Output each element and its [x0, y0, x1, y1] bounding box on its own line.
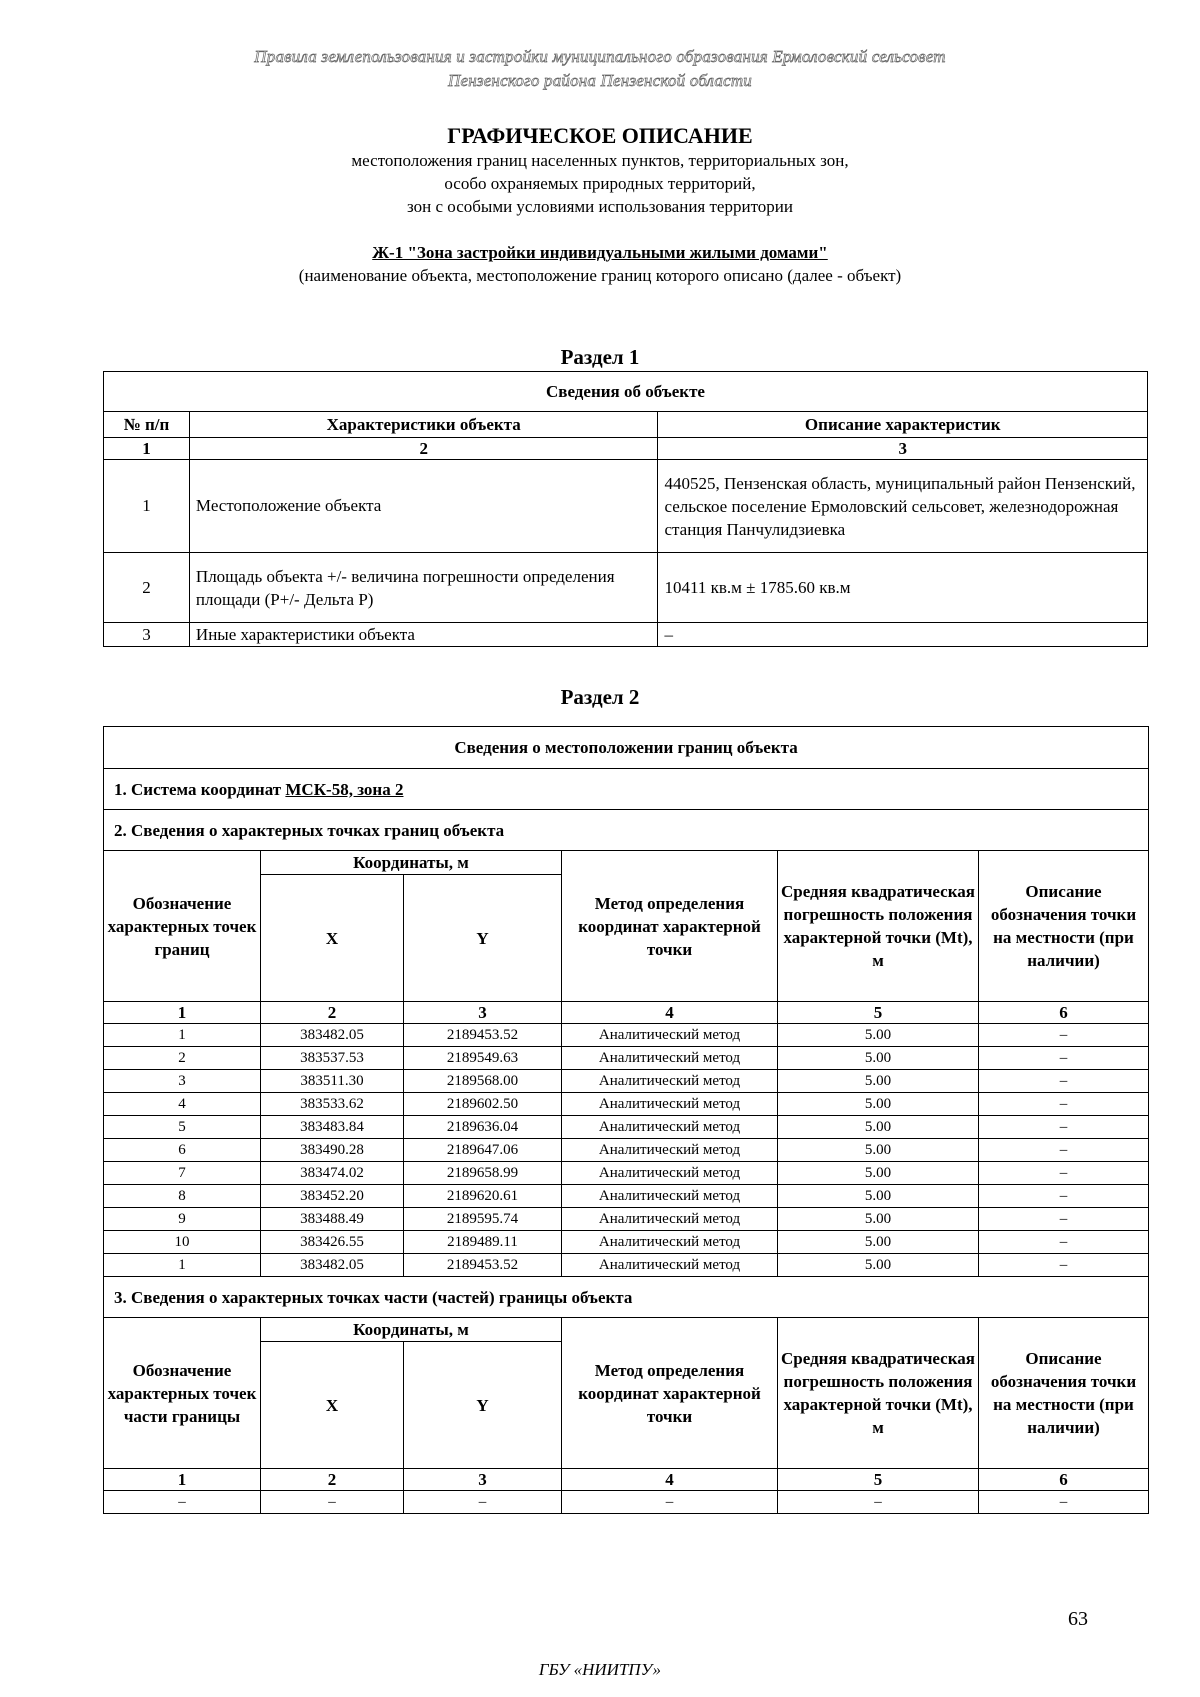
table-row — [104, 1024, 1149, 1047]
part-cell: – — [778, 1491, 979, 1514]
table-row — [104, 1116, 1149, 1139]
point-cell: 6 — [104, 1139, 261, 1162]
table-row — [104, 1254, 1149, 1277]
point-cell: – — [979, 1231, 1149, 1254]
table-row — [104, 1231, 1149, 1254]
header-method: Метод определения координат характерной точки — [562, 851, 778, 1002]
table-row — [104, 1185, 1149, 1208]
point-cell: 2189620.61 — [404, 1185, 562, 1208]
point-cell: 4 — [104, 1093, 261, 1116]
row-value: – — [658, 623, 1148, 647]
row-name: Местоположение объекта — [189, 460, 658, 553]
part-cell: – — [261, 1491, 404, 1514]
point-cell: 5.00 — [778, 1024, 979, 1047]
header-x: X — [261, 875, 404, 1002]
point-cell: 10 — [104, 1231, 261, 1254]
header-characteristic: Характеристики объекта — [189, 412, 658, 438]
point-cell: 5.00 — [778, 1093, 979, 1116]
point-cell: 2189595.74 — [404, 1208, 562, 1231]
point-cell: 2189636.04 — [404, 1116, 562, 1139]
point-cell: 5.00 — [778, 1254, 979, 1277]
header-coords: Координаты, м — [261, 1318, 562, 1342]
point-cell: 383511.30 — [261, 1070, 404, 1093]
point-cell: 3 — [104, 1070, 261, 1093]
object-name: Ж-1 "Зона застройки индивидуальными жилыми домами" — [372, 243, 828, 262]
point-cell: Аналитический метод — [562, 1208, 778, 1231]
point-cell: 383482.05 — [261, 1024, 404, 1047]
point-cell: 2189453.52 — [404, 1024, 562, 1047]
col-number: 3 — [404, 1469, 562, 1491]
parts-title: 3. Сведения о характерных точках части (частей) границы объекта — [104, 1277, 1149, 1318]
header-error: Средняя квадратическая погрешность положения характерной точки (Mt), м — [778, 1318, 979, 1469]
point-cell: 383452.20 — [261, 1185, 404, 1208]
point-cell: Аналитический метод — [562, 1231, 778, 1254]
point-cell: 383490.28 — [261, 1139, 404, 1162]
point-cell: 8 — [104, 1185, 261, 1208]
header-x: X — [261, 1342, 404, 1469]
point-cell: Аналитический метод — [562, 1047, 778, 1070]
point-cell: Аналитический метод — [562, 1185, 778, 1208]
point-cell: 5.00 — [778, 1047, 979, 1070]
row-number: 1 — [104, 460, 190, 553]
point-cell: 5.00 — [778, 1139, 979, 1162]
header-desc: Описание обозначения точки на местности (при наличии) — [979, 1318, 1149, 1469]
section1-table-title: Сведения об объекте — [104, 372, 1148, 412]
col-number: 2 — [189, 438, 658, 460]
header-num: № п/п — [104, 412, 190, 438]
point-cell: Аналитический метод — [562, 1116, 778, 1139]
running-header-line1: Правила землепользования и застройки муниципального образования Ермоловский сельсовет — [254, 47, 946, 66]
header-point: Обозначение характерных точек границ — [104, 851, 261, 1002]
point-cell: 2189549.63 — [404, 1047, 562, 1070]
coord-system-value: МСК-58, зона 2 — [285, 779, 404, 799]
header-point-part: Обозначение характерных точек части границы — [104, 1318, 261, 1469]
point-cell: 5.00 — [778, 1116, 979, 1139]
table-row — [104, 1139, 1149, 1162]
col-number: 4 — [562, 1469, 778, 1491]
subtitle-line-2: особо охраняемых природных территорий, — [444, 174, 756, 193]
point-cell: 383474.02 — [261, 1162, 404, 1185]
col-number: 3 — [404, 1002, 562, 1024]
point-cell: Аналитический метод — [562, 1093, 778, 1116]
point-cell: 2189489.11 — [404, 1231, 562, 1254]
header-coords: Координаты, м — [261, 851, 562, 875]
point-cell: 383483.84 — [261, 1116, 404, 1139]
point-cell: 383426.55 — [261, 1231, 404, 1254]
section2-table — [103, 726, 1149, 1514]
point-cell: 2189602.50 — [404, 1093, 562, 1116]
table-row — [104, 1208, 1149, 1231]
col-number: 1 — [104, 1469, 261, 1491]
point-cell: 383482.05 — [261, 1254, 404, 1277]
point-cell: – — [979, 1185, 1149, 1208]
point-cell: 7 — [104, 1162, 261, 1185]
point-cell: – — [979, 1139, 1149, 1162]
col-number: 4 — [562, 1002, 778, 1024]
point-cell: Аналитический метод — [562, 1254, 778, 1277]
section1-title: Раздел 1 — [560, 345, 640, 369]
point-cell: – — [979, 1116, 1149, 1139]
col-number: 5 — [778, 1469, 979, 1491]
header-y: Y — [404, 1342, 562, 1469]
header-error: Средняя квадратическая погрешность положения характерной точки (Mt), м — [778, 851, 979, 1002]
point-cell: 2189568.00 — [404, 1070, 562, 1093]
object-note: (наименование объекта, местоположение границ которого описано (далее - объект) — [298, 266, 902, 285]
section2-table-title: Сведения о местоположении границ объекта — [104, 727, 1149, 769]
point-cell: 9 — [104, 1208, 261, 1231]
part-cell: – — [104, 1491, 261, 1514]
subtitle-line-3: зон с особыми условиями использования территории — [407, 197, 793, 216]
col-number: 1 — [104, 438, 190, 460]
col-number: 3 — [658, 438, 1148, 460]
point-cell: 5.00 — [778, 1162, 979, 1185]
page-number: 63 — [1068, 1608, 1088, 1630]
col-number: 6 — [979, 1469, 1149, 1491]
row-value: 440525, Пензенская область, муниципальный район Пензенский, сельское поселение Ермоловский сельсовет, железнодорожная станция Панчулидзиевка — [658, 460, 1148, 553]
table-row — [104, 1070, 1149, 1093]
row-name: Площадь объекта +/- величина погрешности определения площади (P+/- Дельта P) — [189, 553, 658, 623]
row-name: Иные характеристики объекта — [189, 623, 658, 647]
table-row — [104, 1047, 1149, 1070]
table-row — [104, 1093, 1149, 1116]
section1-table — [103, 371, 1148, 647]
subtitle-line-1: местоположения границ населенных пунктов, территориальных зон, — [351, 151, 849, 170]
col-number: 6 — [979, 1002, 1149, 1024]
coord-system-label: 1. Система координат — [114, 779, 282, 799]
point-cell: – — [979, 1047, 1149, 1070]
point-cell: 5.00 — [778, 1208, 979, 1231]
section2-title: Раздел 2 — [560, 685, 640, 709]
point-cell: 1 — [104, 1254, 261, 1277]
point-cell: Аналитический метод — [562, 1139, 778, 1162]
point-cell: 5.00 — [778, 1070, 979, 1093]
col-number: 2 — [261, 1469, 404, 1491]
point-cell: – — [979, 1024, 1149, 1047]
table-row — [104, 1162, 1149, 1185]
point-cell: 383533.62 — [261, 1093, 404, 1116]
points-title: 2. Сведения о характерных точках границ объекта — [104, 810, 1149, 851]
part-cell: – — [979, 1491, 1149, 1514]
document-title: ГРАФИЧЕСКОЕ ОПИСАНИЕ — [447, 123, 753, 148]
point-cell: 383537.53 — [261, 1047, 404, 1070]
footer: ГБУ «НИИТПУ» — [538, 1660, 662, 1679]
running-header-line2: Пензенского района Пензенской области — [448, 71, 752, 90]
point-cell: – — [979, 1254, 1149, 1277]
point-cell: 2189453.52 — [404, 1254, 562, 1277]
part-cell: – — [404, 1491, 562, 1514]
point-cell: Аналитический метод — [562, 1070, 778, 1093]
point-cell: 1 — [104, 1024, 261, 1047]
row-number: 2 — [104, 553, 190, 623]
point-cell: 2 — [104, 1047, 261, 1070]
table-row — [104, 1491, 1149, 1514]
col-number: 1 — [104, 1002, 261, 1024]
header-desc: Описание обозначения точки на местности (при наличии) — [979, 851, 1149, 1002]
point-cell: – — [979, 1093, 1149, 1116]
header-description: Описание характеристик — [658, 412, 1148, 438]
point-cell: – — [979, 1162, 1149, 1185]
point-cell: 383488.49 — [261, 1208, 404, 1231]
point-cell: – — [979, 1070, 1149, 1093]
point-cell: 2189658.99 — [404, 1162, 562, 1185]
header-method: Метод определения координат характерной точки — [562, 1318, 778, 1469]
point-cell: 5.00 — [778, 1231, 979, 1254]
header-y: Y — [404, 875, 562, 1002]
row-value: 10411 кв.м ± 1785.60 кв.м — [658, 553, 1148, 623]
coord-system — [104, 769, 1149, 810]
point-cell: Аналитический метод — [562, 1162, 778, 1185]
point-cell: 5.00 — [778, 1185, 979, 1208]
point-cell: Аналитический метод — [562, 1024, 778, 1047]
point-cell: 2189647.06 — [404, 1139, 562, 1162]
part-cell: – — [562, 1491, 778, 1514]
col-number: 5 — [778, 1002, 979, 1024]
point-cell: 5 — [104, 1116, 261, 1139]
point-cell: – — [979, 1208, 1149, 1231]
row-number: 3 — [104, 623, 190, 647]
col-number: 2 — [261, 1002, 404, 1024]
